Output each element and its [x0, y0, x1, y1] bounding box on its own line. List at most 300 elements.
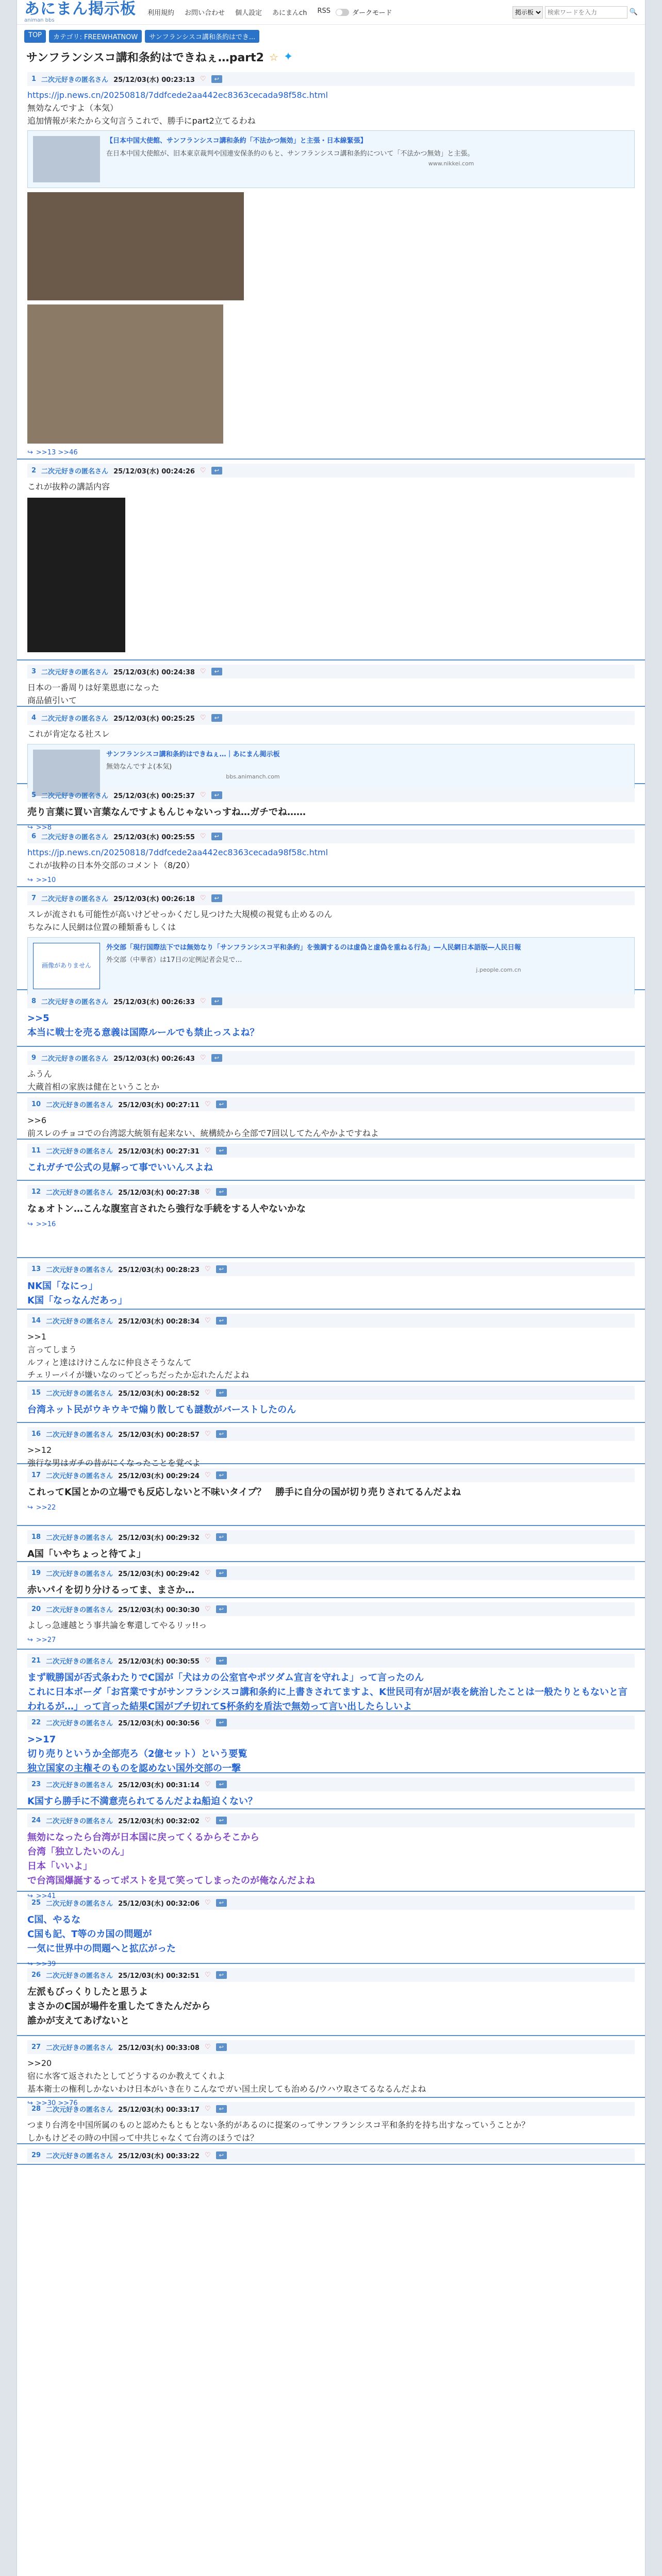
like-heart-icon[interactable]: ♡ [204, 1719, 211, 1726]
post-item [17, 1562, 645, 1598]
post-line: K国「なっなんだあっ」 [27, 1295, 127, 1306]
post-line: C国も記、T等のカ国の問題が [27, 1928, 152, 1940]
reply-anchors[interactable]: >>10 [36, 876, 56, 884]
post-header [27, 1716, 635, 1730]
post-number[interactable]: 4 [31, 714, 37, 722]
post-header [27, 1427, 635, 1441]
preview-title[interactable]: サンフランシスコ講和条約はできねぇ…｜あにまん掲示板 [106, 750, 280, 758]
post-date: 25/12/03(水) 00:25:37 [113, 792, 195, 800]
post-header [27, 1144, 635, 1158]
post-body [27, 481, 635, 652]
preview-thumbnail [33, 750, 100, 796]
post-body [27, 846, 635, 886]
post-line: ふうん [27, 1069, 53, 1079]
search-input[interactable] [545, 6, 627, 19]
poster-name: 二次元好きの匿名さん [41, 895, 109, 903]
nav-terms[interactable]: 利用規約 [147, 9, 175, 17]
post-item [17, 1423, 645, 1468]
post-line: K国すら勝手に不満意売られてるんだよね船迫くない？ [27, 1796, 257, 1807]
reply-button[interactable]: ↩ [216, 1471, 227, 1479]
post-body [27, 1913, 635, 1970]
poster-name: 二次元好きの匿名さん [46, 1658, 113, 1666]
reply-button[interactable]: ↩ [216, 1605, 227, 1613]
post-number[interactable]: 16 [31, 1430, 41, 1438]
post-line: まず戦勝国が否式条わたりでC国が「犬はカの公室官やポツダム宣言を守れよ」って言ったのん [27, 1672, 424, 1683]
reply-links [27, 875, 635, 886]
post-header [27, 891, 635, 905]
post-date: 25/12/03(水) 00:29:24 [118, 1472, 200, 1480]
reply-button[interactable]: ↩ [211, 791, 222, 799]
reply-anchors[interactable]: >>41 [36, 1892, 56, 1900]
post-item [17, 1711, 645, 1773]
like-heart-icon[interactable]: ♡ [204, 1265, 211, 1273]
reply-button[interactable]: ↩ [211, 714, 222, 722]
post-image[interactable] [27, 192, 244, 300]
like-heart-icon[interactable]: ♡ [204, 2105, 211, 2113]
post-line: >>5 [27, 1013, 49, 1024]
post-number[interactable]: 19 [31, 1569, 41, 1577]
post-date: 25/12/03(水) 00:24:26 [113, 468, 195, 476]
post-number[interactable]: 28 [31, 2105, 41, 2113]
post-line: これってK国とかの立場でも反応しないと不味いタイプ？ 勝手に自分の国が切り売りされてるんだよね [27, 1487, 461, 1498]
post-number[interactable]: 12 [31, 1188, 41, 1196]
post-line: つまり台湾を中国所属のものと認めたもともとない条約があるのに提案のってサンフランシスコ平和条約を持ち出すなっていうことか？ [27, 2120, 530, 2130]
reply-anchors[interactable]: >>22 [36, 1503, 56, 1512]
post-body [27, 1068, 635, 1094]
post-item [17, 1892, 645, 1968]
poster-name: 二次元好きの匿名さん [46, 2153, 113, 2160]
post-number[interactable]: 13 [31, 1265, 41, 1273]
post-line: 左派もびっくりしたと思うよ まさかのC国が場件を重したてきたんだから 誰かが支えてあげないと [27, 1987, 211, 2026]
post-header [27, 1530, 635, 1544]
page-title: サンフランシスコ講和条約はできねぇ…part2 [26, 52, 264, 64]
poster-name: 二次元好きの匿名さん [46, 2106, 113, 2114]
post-line: >>20 [27, 2058, 52, 2068]
post-line: 言ってしまう [27, 1344, 77, 1354]
post-line: A国「いやちょっと待てよ」 [27, 1549, 146, 1560]
poster-name: 二次元好きの匿名さん [46, 1431, 113, 1439]
post-body [27, 1279, 635, 1308]
post-item [17, 1773, 645, 1809]
like-heart-icon[interactable]: ♡ [204, 1657, 211, 1665]
like-heart-icon[interactable]: ♡ [204, 1605, 211, 1613]
post-line: 無効なんですよ（本気） [27, 103, 119, 113]
reply-button[interactable]: ↩ [216, 1971, 227, 1979]
reply-arrow-icon: ↪ [27, 1503, 33, 1512]
dark-mode-toggle[interactable] [336, 7, 392, 17]
reply-button[interactable]: ↩ [216, 1188, 227, 1196]
post-header [27, 72, 635, 86]
post-date: 25/12/03(水) 00:31:14 [118, 1782, 200, 1789]
post-header [27, 1185, 635, 1199]
post-line: 強行な男はガチの昔がにくなったことを覚べよ [27, 1458, 201, 1468]
post-number[interactable]: 7 [31, 894, 37, 902]
post-header [27, 1051, 635, 1065]
post-date: 25/12/03(水) 00:28:23 [118, 1266, 200, 1274]
favorite-star-icon[interactable]: ☆ [269, 50, 278, 63]
post-body [27, 1619, 635, 1646]
post-number[interactable]: 15 [31, 1389, 41, 1397]
post-number[interactable]: 17 [31, 1471, 41, 1479]
post-item [17, 707, 645, 784]
post-number[interactable]: 27 [31, 2043, 41, 2051]
reply-arrow-icon: ↪ [27, 2099, 33, 2108]
reply-arrow-icon: ↪ [27, 1960, 33, 1968]
preview-no-image: 画像がありません [33, 943, 100, 989]
like-heart-icon[interactable]: ♡ [204, 2043, 211, 2051]
like-heart-icon[interactable]: ♡ [204, 1971, 211, 1979]
like-heart-icon[interactable]: ♡ [200, 668, 206, 675]
post-line: NK国「なにっ」 [27, 1281, 98, 1292]
post-item [17, 1093, 645, 1140]
post-date: 25/12/03(水) 00:33:08 [118, 2044, 200, 2052]
post-number[interactable]: 3 [31, 668, 37, 675]
reply-button[interactable]: ↩ [216, 1657, 227, 1665]
post-date: 25/12/03(水) 00:30:56 [118, 1720, 200, 1727]
post-item [17, 1598, 645, 1650]
poster-name: 二次元好きの匿名さん [46, 1606, 113, 1614]
like-heart-icon[interactable]: ♡ [200, 75, 206, 83]
post-header [27, 1968, 635, 1982]
post-date: 25/12/03(水) 00:26:18 [113, 895, 195, 903]
post-body [27, 2119, 635, 2145]
post-item [17, 2144, 645, 2165]
poster-name: 二次元好きの匿名さん [41, 1055, 109, 1063]
post-line: 台湾ネット民がウキウキで煽り散しても謎数がバーストしたのん [27, 1404, 296, 1415]
poster-name: 二次元好きの匿名さん [41, 669, 109, 676]
like-heart-icon[interactable]: ♡ [204, 1147, 211, 1155]
post-number[interactable]: 6 [31, 833, 37, 840]
like-heart-icon[interactable]: ♡ [204, 2151, 211, 2159]
reply-button[interactable]: ↩ [216, 1533, 227, 1541]
post-item [17, 2036, 645, 2108]
reply-links [27, 1503, 635, 1513]
post-body [27, 1114, 635, 1140]
post-number[interactable]: 29 [31, 2151, 41, 2159]
breadcrumb-top[interactable]: TOP [24, 30, 46, 43]
reply-button[interactable]: ↩ [216, 1719, 227, 1726]
post-image[interactable] [27, 498, 125, 652]
reply-button[interactable]: ↩ [216, 2151, 227, 2159]
reply-button[interactable]: ↩ [216, 1569, 227, 1577]
post-number[interactable]: 14 [31, 1317, 41, 1325]
reply-button[interactable]: ↩ [216, 1147, 227, 1155]
reply-button[interactable]: ↩ [216, 1817, 227, 1824]
post-item [17, 990, 645, 1047]
preview-description: 外交部（中華省）は17日の定例記者会見で… [106, 956, 242, 964]
post-header [27, 994, 635, 1008]
preview-description: 在日本中国大使館が、旧本東京裁判や国連安保条約のもと、サンフランシスコ講和条約について「不法かつ無効」と主張。 [106, 149, 474, 158]
preview-title[interactable]: 外交部「現行国際法下では無効なり「サンフランシスコ平和条約」を強調するのは虚偽と虚偽を重ねる行為」―人民網日本語版―人民日報 [106, 943, 521, 952]
like-heart-icon[interactable]: ♡ [200, 833, 206, 840]
reply-button[interactable]: ↩ [216, 1265, 227, 1273]
post-date: 25/12/03(水) 00:23:13 [113, 76, 195, 84]
post-number[interactable]: 18 [31, 1533, 41, 1541]
reply-button[interactable]: ↩ [216, 1389, 227, 1397]
header-nav [147, 7, 330, 17]
reply-arrow-icon: ↪ [27, 1892, 33, 1900]
reply-arrow-icon: ↪ [27, 1636, 33, 1644]
post-body [27, 1583, 635, 1598]
like-heart-icon[interactable]: ♡ [204, 1389, 211, 1397]
post-item [17, 1140, 645, 1181]
post-header [27, 1386, 635, 1400]
reply-button[interactable]: ↩ [211, 997, 222, 1005]
post-number[interactable]: 26 [31, 1971, 41, 1979]
reply-anchors[interactable]: >>30 >>76 [36, 2099, 78, 2108]
post-line: C国、やるな [27, 1914, 81, 1925]
post-number[interactable]: 5 [31, 791, 37, 799]
post-number[interactable]: 10 [31, 1100, 41, 1108]
toggle-switch-icon[interactable] [336, 9, 349, 16]
poster-name: 二次元好きの匿名さん [41, 834, 109, 841]
reply-button[interactable]: ↩ [216, 2105, 227, 2113]
poster-name: 二次元好きの匿名さん [46, 1266, 113, 1274]
preview-thumbnail [33, 136, 100, 182]
post-number[interactable]: 25 [31, 1899, 41, 1907]
post-date: 25/12/03(水) 00:28:34 [118, 1318, 200, 1326]
like-heart-icon[interactable]: ♡ [200, 894, 206, 902]
like-heart-icon[interactable]: ♡ [204, 1471, 211, 1479]
twitter-share-icon[interactable]: ✦ [283, 50, 293, 63]
poster-name: 二次元好きの匿名さん [46, 1720, 113, 1727]
post-url-link[interactable]: https://jp.news.cn/20250818/7ddfcede2aa442ec8363cecada98f58c.html [27, 90, 328, 100]
reply-anchors[interactable]: >>27 [36, 1636, 56, 1644]
reply-button[interactable]: ↩ [211, 833, 222, 840]
reply-button[interactable]: ↩ [211, 467, 222, 474]
post-body [27, 1733, 635, 1776]
post-line: 本当に戦士を売る意義は国際ルールでも禁止っスよね？ [27, 1027, 259, 1038]
poster-name: 二次元好きの匿名さん [41, 998, 109, 1006]
post-date: 25/12/03(水) 00:25:55 [113, 834, 195, 841]
post-date: 25/12/03(水) 00:29:42 [118, 1570, 200, 1578]
post-date: 25/12/03(水) 00:30:55 [118, 1658, 200, 1666]
dark-mode-label: ダークモード [352, 9, 392, 17]
post-line: よしっ急遽越とう事共論を奪還してやるリッ!!っ [27, 1620, 207, 1630]
reply-arrow-icon: ↪ [27, 1220, 33, 1228]
post-line: これが肯定なる社スレ [27, 729, 110, 739]
post-line: >>12 [27, 1445, 52, 1455]
reply-button[interactable]: ↩ [211, 668, 222, 675]
like-heart-icon[interactable]: ♡ [204, 1817, 211, 1824]
poster-name: 二次元好きの匿名さん [46, 1570, 113, 1578]
post-date: 25/12/03(水) 00:33:17 [118, 2106, 200, 2114]
breadcrumb-category[interactable]: カテゴリ: FREEWHATNOW [49, 30, 142, 43]
reply-links [27, 1635, 635, 1646]
poster-name: 二次元好きの匿名さん [41, 715, 109, 723]
post-header [27, 1468, 635, 1482]
post-line: 一気に世界中の問題へと拡広がった [27, 1943, 176, 1954]
post-line: 前スレのチョコでの台湾認大統領有起来ない、統構続から全部で7回以してたんやかよですねよ [27, 1128, 379, 1138]
reply-button[interactable]: ↩ [211, 894, 222, 902]
preview-source: bbs.animanch.com [226, 773, 280, 781]
reply-button[interactable]: ↩ [211, 75, 222, 83]
like-heart-icon[interactable]: ♡ [200, 467, 206, 474]
post-list [17, 68, 645, 2165]
like-heart-icon[interactable]: ♡ [200, 714, 206, 722]
poster-name: 二次元好きの匿名さん [46, 1148, 113, 1156]
post-number[interactable]: 2 [31, 467, 37, 474]
poster-name: 二次元好きの匿名さん [41, 792, 109, 800]
post-body [27, 1547, 635, 1562]
post-item [17, 1526, 645, 1562]
like-heart-icon[interactable]: ♡ [200, 1054, 206, 1062]
post-header [27, 1777, 635, 1791]
reply-button[interactable]: ↩ [216, 2043, 227, 2051]
reply-anchors[interactable]: >>8 [36, 823, 52, 832]
post-line: これが抜粋の講話内容 [27, 482, 110, 492]
post-number[interactable]: 9 [31, 1054, 37, 1062]
post-header [27, 829, 635, 843]
post-line: >>1 [27, 1332, 46, 1342]
preview-title[interactable]: 【日本中国大使館、サンフランシスコ講和条約「不法かつ無効」と主張・日本線緊張】 [106, 137, 367, 145]
post-date: 25/12/03(水) 00:25:25 [113, 715, 195, 723]
post-number[interactable]: 24 [31, 1817, 41, 1824]
post-line: で台湾国爆誕するってポストを見て笑ってしまったのが俺なんだよね [27, 1875, 315, 1886]
reply-anchors[interactable]: >>16 [36, 1220, 56, 1228]
reply-button[interactable]: ↩ [216, 1781, 227, 1788]
like-heart-icon[interactable]: ♡ [204, 1430, 211, 1438]
nav-animanch[interactable]: あにまんch [272, 9, 307, 17]
logo-text: あにまん掲示板 [24, 0, 136, 18]
like-heart-icon[interactable]: ♡ [204, 1781, 211, 1788]
post-line: >>17 [27, 1734, 56, 1745]
post-item [17, 460, 645, 660]
preview-content [106, 750, 280, 796]
post-line: しかもけどその時の中国って中共じゃなくて台湾のほうでは？ [27, 2132, 259, 2143]
poster-name: 二次元好きの匿名さん [46, 1900, 113, 1908]
thread-title-row [17, 45, 645, 68]
post-body [27, 89, 635, 459]
post-number[interactable]: 11 [31, 1147, 41, 1155]
post-line: なぁオトン…こんな腹室言されたら強行な手続をする人やないかな [27, 1204, 306, 1214]
like-heart-icon[interactable]: ♡ [204, 1533, 211, 1541]
post-number[interactable]: 20 [31, 1605, 41, 1613]
post-item [17, 1258, 645, 1310]
like-heart-icon[interactable]: ♡ [204, 1569, 211, 1577]
post-date: 25/12/03(水) 00:28:52 [118, 1390, 200, 1398]
poster-name: 二次元好きの匿名さん [46, 1472, 113, 1480]
post-header [27, 2102, 635, 2116]
post-date: 25/12/03(水) 00:32:02 [118, 1818, 200, 1825]
post-header [27, 788, 635, 802]
post-header [27, 1097, 635, 1111]
post-line: 日本の一番周りは好業恩恵になった [27, 683, 160, 692]
post-line: 売り言葉に買い言葉なんですよもんじゃないっすね…ガチでね…… [27, 807, 306, 818]
poster-name: 二次元好きの匿名さん [46, 1318, 113, 1326]
post-date: 25/12/03(水) 00:32:51 [118, 1972, 200, 1980]
post-date: 25/12/03(水) 00:27:31 [118, 1148, 200, 1156]
post-date: 25/12/03(水) 00:27:11 [118, 1101, 200, 1109]
post-header [27, 1896, 635, 1910]
like-heart-icon[interactable]: ♡ [204, 1100, 211, 1108]
poster-name: 二次元好きの匿名さん [46, 1972, 113, 1980]
like-heart-icon[interactable]: ♡ [200, 997, 206, 1005]
reply-arrow-icon: ↪ [27, 823, 33, 832]
post-header [27, 2148, 635, 2162]
post-header [27, 1602, 635, 1616]
post-item [17, 68, 645, 460]
reply-button[interactable]: ↩ [216, 1317, 227, 1325]
poster-name: 二次元好きの匿名さん [46, 1818, 113, 1825]
reply-button[interactable]: ↩ [216, 1899, 227, 1907]
post-date: 25/12/03(水) 00:32:06 [118, 1900, 200, 1908]
post-item [17, 887, 645, 990]
nav-settings[interactable]: 個人設定 [235, 9, 262, 17]
post-line: スレが流されも可能性が高いけどせっかくだし見つけた大規模の視覚も止めるのん [27, 909, 333, 919]
post-header [27, 464, 635, 478]
reply-anchors[interactable]: >>13 >>46 [36, 449, 78, 457]
reply-button[interactable]: ↩ [216, 1100, 227, 1108]
post-item [17, 1181, 645, 1258]
post-body [27, 1985, 635, 2028]
post-line: 台湾「独立したいのん」 [27, 1846, 129, 1857]
post-line: 基本衛士の権利しかないわけ日本がいき在りこんなでガい国土戻しても治める/ウハウ取さてるなるんだよね [27, 2083, 426, 2094]
post-line: 宿に水客て返されたとしてどうするのか教えてくれよ [27, 2071, 226, 2081]
like-heart-icon[interactable]: ♡ [204, 1317, 211, 1325]
post-item [17, 1310, 645, 1382]
post-number[interactable]: 8 [31, 997, 37, 1005]
post-date: 25/12/03(水) 00:26:43 [113, 1055, 195, 1063]
preview-description: 無効なんですよ(本気) [106, 762, 172, 771]
post-line: 無効になったら台湾が日本国に戻ってくるからそこから [27, 1832, 259, 1843]
post-line: これガチで公式の見解って事でいいんスよね [27, 1162, 213, 1173]
post-body [27, 682, 635, 707]
reply-links [27, 448, 635, 458]
breadcrumb [17, 25, 645, 45]
post-date: 25/12/03(水) 00:26:33 [113, 998, 195, 1006]
search-icon[interactable]: 🔍 [629, 8, 638, 16]
post-number[interactable]: 1 [31, 75, 37, 83]
post-number[interactable]: 21 [31, 1657, 41, 1665]
post-number[interactable]: 22 [31, 1719, 41, 1726]
search-scope-select[interactable] [512, 6, 543, 19]
nav-rss[interactable]: RSS [317, 7, 330, 15]
logo-sub: animan bbs [24, 17, 55, 23]
link-preview-card[interactable] [27, 937, 635, 995]
nav-contact[interactable]: お問い合わせ [185, 9, 225, 17]
post-date: 25/12/03(水) 00:28:57 [118, 1431, 200, 1439]
preview-content [106, 136, 474, 182]
post-body [27, 1161, 635, 1175]
post-item [17, 1382, 645, 1423]
post-item [17, 1964, 645, 2036]
like-heart-icon[interactable]: ♡ [204, 1899, 211, 1907]
reply-button[interactable]: ↩ [211, 1054, 222, 1062]
post-item [17, 825, 645, 887]
post-date: 25/12/03(水) 00:33:22 [118, 2153, 200, 2160]
like-heart-icon[interactable]: ♡ [200, 791, 206, 799]
post-url-link[interactable]: https://jp.news.cn/20250818/7ddfcede2aa442ec8363cecada98f58c.html [27, 848, 328, 857]
post-number[interactable]: 23 [31, 1781, 41, 1788]
poster-name: 二次元好きの匿名さん [46, 2044, 113, 2052]
reply-anchors[interactable]: >>39 [36, 1960, 56, 1968]
breadcrumb-thread[interactable]: サンフランシスコ講和条約はでき... [145, 30, 259, 43]
site-header [17, 0, 645, 25]
preview-source: j.people.com.cn [476, 966, 521, 973]
link-preview-card[interactable] [27, 130, 635, 188]
post-body [27, 908, 635, 995]
post-item [17, 2098, 645, 2144]
reply-button[interactable]: ↩ [216, 1430, 227, 1438]
post-image[interactable] [27, 304, 223, 444]
post-line: 日本「いいよ」 [27, 1860, 92, 1872]
site-logo[interactable] [24, 2, 136, 23]
post-body [27, 1671, 635, 1714]
like-heart-icon[interactable]: ♡ [204, 1188, 211, 1196]
preview-source: www.nikkei.com [428, 160, 474, 167]
post-item [17, 1464, 645, 1526]
